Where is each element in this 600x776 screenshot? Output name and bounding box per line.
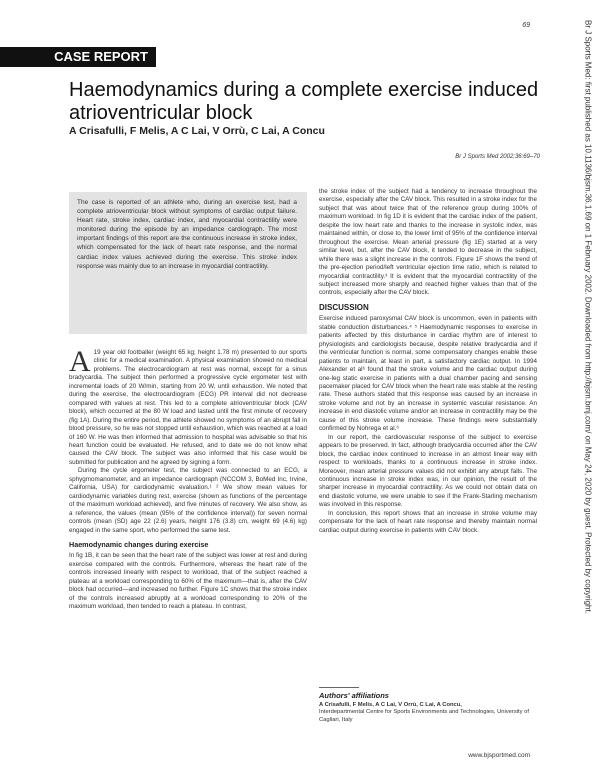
left-column (69, 345, 307, 612)
affiliations-heading: Authors' affiliations (319, 691, 389, 700)
affiliations-body (319, 702, 539, 724)
discussion-heading: DISCUSSION (319, 302, 369, 312)
subheading-haemodynamic: Haemodynamic changes during exercise (69, 539, 209, 549)
paragraph-results: In fig 1B, it can be seen that the heart rate of the subject was lower at rest and during exercise compared with the controls. Furthermore, whereas the heart rate of the controls increased linearly with respect to workload, that of the subject reached a plateau at a workload corresponding to 60% of the maximum—that is, after the CAV block had occurred—and increased no further. Figure 1C shows that the stroke index of the controls increased abruptly at a workload corresponding to 20% of the maximum workload, then tended to reach a plateau. In contrast, (69, 552, 307, 611)
authors: A Crisafulli, F Melis, A C Lai, V Orrù, C Lai, A Concu (69, 125, 325, 137)
right-column (319, 188, 537, 535)
page-number: 69 (522, 22, 530, 29)
paragraph-methods: During the cycle ergometer test, the subject was connected to an ECG, a sphygmomanometer, and an impedance cardiograph (NCCOM 3, BoMed Inc, Irvine, California, USA) for cardiodynamic evaluation.¹ ² We show mean values for cardiodynamic variables during rest, exercise (shown as functions of the percentage of the maximum workload achieved), and five minutes of recovery. We also show, as a reference, the values (mean (95% of the confidence interval)) for seven normal controls (mean (SD) age 22 (2.6) years, height 176 (3.8) cm, weight 69 (4.6) kg) engaged in the same sport, who performed the same test. (69, 467, 307, 534)
section-label: CASE REPORT (0, 47, 156, 67)
citation: Br J Sports Med 2002;36:69–70 (455, 154, 540, 160)
affiliation-names: A Crisafulli, F Melis, A C Lai, V Orrù, C Lai, A Concu, (319, 702, 462, 708)
paragraph-intro (69, 345, 307, 467)
article-title: Haemodynamics during a complete exercise induced atrioventricular block (69, 79, 539, 124)
sidebar-text: Br J Sports Med: first published as 10.1136/bjsm.36.1.69 on 1 February 2002. Downloaded from http://bjsm.bmj.com/ on May 24, 2020 by guest. Protected by copyright. (583, 20, 593, 614)
intro-text: 19 year old footballer (weight 65 kg; height 1.78 m) presented to our sports clinic for a medical examination. A physical examination showed no medical problems. The electrocardiogram at rest was normal, except for a sinus bradycardia. The subject then performed a progressive cycle ergometer test with incremental loads of 20 W/min, starting from 20 W, until exhaustion. We noted that during the exercise, the electrocardiogram (ECG) PR interval did not decrease compared with values at rest. This led to a complete atrioventricular block (CAV block), which occurred at the 80 W load and lasted until the first minute of recovery (fig 1A). During the entire period, the athlete showed no symptoms of an abrupt fall in blood pressure, so he was not stopped until exhaustion, which was reached at a load of 160 W. He was then informed that admission to hospital was advisable so that his heart function could be evaluated. He refused, and to date we do not know what caused the CAV block. The subject was also informed that his case would be submitted for publication and he agreed by signing a form. (69, 349, 307, 466)
affiliation-institution: Interdepartmental Centre for Sports Environments and Technologies, University of Cagliari, Italy (319, 709, 529, 723)
paragraph-results-cont: the stroke index of the subject had a tendency to increase throughout the exercise, especially after the CAV block. This resulted in a stroke index for the subject that was about twice that of the reference group during 100% of maximum workload. In fig 1D it is evident that the cardiac index of the patient, despite the low heart rate and thanks to the increase in systolic index, was maintained within, or close to, the lower limit of 95% of the confidence interval throughout the exercise. Mean arterial pressure (fig 1E) started at a very similar level, but, after the CAV block, it tended to decrease in the subject, while there was a slight increase in the controls. Figure 1F shows the trend of the pre-ejection period/left ventricular ejection time ratio, which is related to myocardial contractility.³ It is evident that the myocardial contractility of the subject increased more sharply and reached higher values than that of the controls, especially after the CAV block. (319, 188, 537, 297)
dropcap: A (69, 345, 91, 378)
journal-url[interactable]: www.bjsportmed.com (468, 752, 530, 759)
paragraph-conclusion: In conclusion, this report shows that an increase in stroke volume may compensate for the lack of heart rate response and thereby maintain normal cardiac output during exercise in patients with CAV block. (319, 509, 537, 534)
paragraph-discussion-2: In our report, the cardiovascular response of the subject to exercise appears to be preserved. In fact, although bradycardia occurred after the CAV block, the cardiac index continued to increase in an almost linear way with respect to workloads, thanks to a continuous increase in stroke index. Moreover, mean arterial pressure values did not exhibit any abrupt falls. The continuous increase in stroke index was, in our opinion, the result of the sharper increase in myocardial contractility. As we could not obtain data on end diastolic volume, we were unable to see if the Frank-Starling mechanism was involved in this response. (319, 433, 537, 509)
download-sidebar (580, 20, 596, 710)
abstract-box: The case is reported of an athlete who, during an exercise test, had a complete atrioventricular block without symptoms of cardiac output failure. Heart rate, stroke index, cardiac index, and myocardial contractility were monitored during the episode by an impedance cardiograph. The most important findings of this report are the continuous increase in stroke index, which compensated for the lack of heart rate response, and the normal cardiac index values achieved during the exercise. This stroke index response was mainly due to an increase in myocardial contractility. (69, 192, 307, 334)
paragraph-discussion-1: Exercise induced paroxysmal CAV block is uncommon, even in patients with stable conduction disturbances.⁴ ⁵ Haemodynamic responses to exercise in patients affected by this disturbance in cardiac rhythm are of interest to physiologists and cardiologists because, despite relative bradycardia and if the ventricular function is normal, some compensatory changes enable these patients to maintain, at least in part, a satisfactory cardiac output. In 1994 Alexander et al⁶ found that the stroke volume and the cardiac output during one-leg static exercise in patients with a dual chamber pacing and sensing pacemaker placed for CAV block when the heart rate was stable at the resting rate. These authors stated that this response was caused by an increase in stroke volume and not by an increase in systemic vascular resistance. An increase in end diastolic volume and/or an increase in contractility may be the cause of this stroke volume increase. These findings were substantially confirmed by Nohrega et al.⁶ (319, 315, 537, 433)
affiliation-rule (319, 687, 359, 688)
